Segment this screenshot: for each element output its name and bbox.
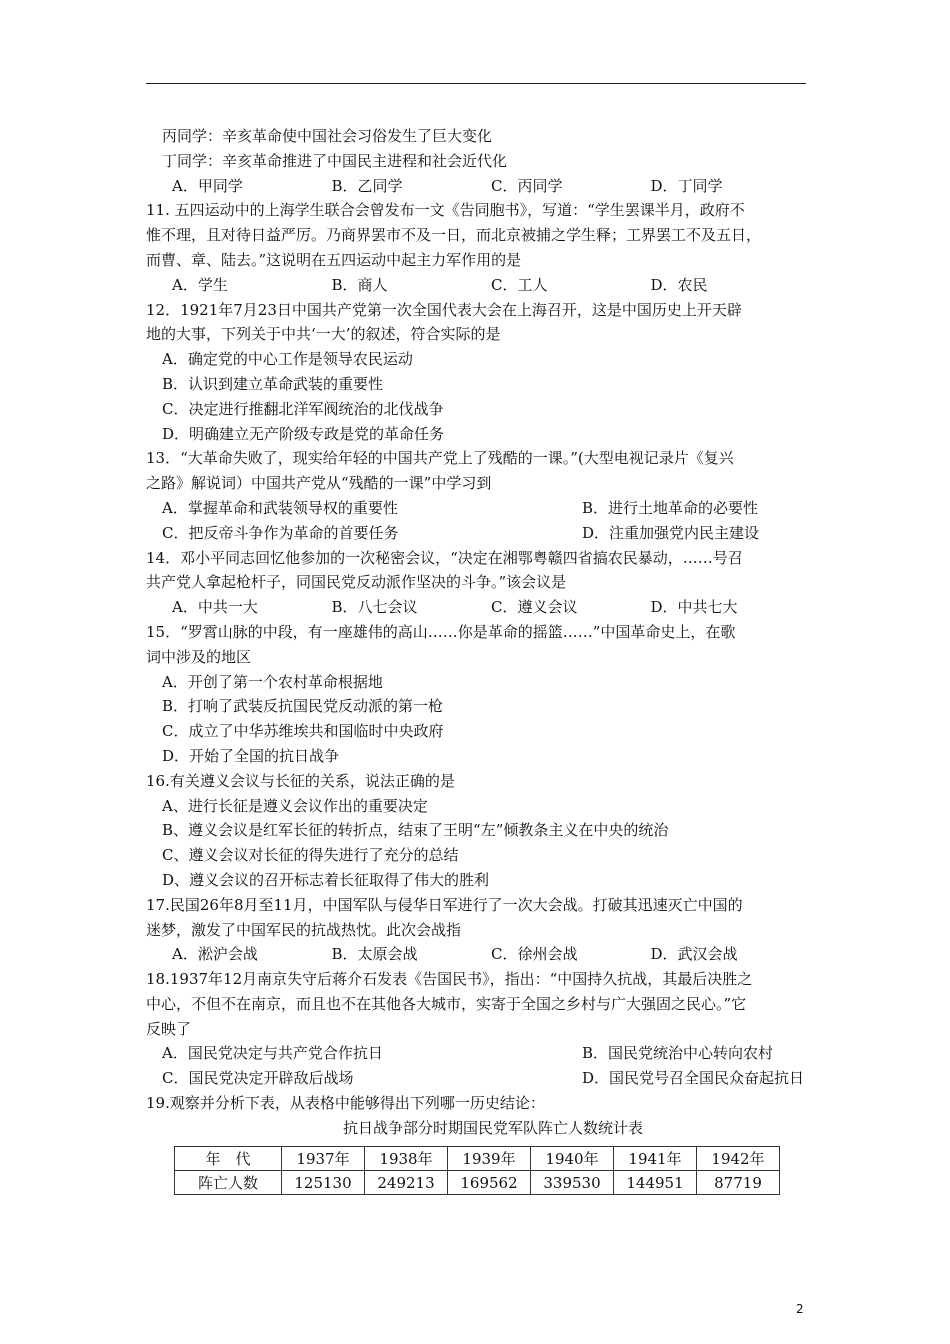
year-cell: 1940年: [531, 1147, 614, 1171]
option-c: C．成立了中华苏维埃共和国临时中央政府: [162, 722, 444, 741]
year-cell: 1942年: [697, 1147, 780, 1171]
q17-options: [146, 942, 810, 967]
option-c: C．决定进行推翻北洋军阀统治的北伐战争: [162, 399, 444, 418]
option-b: B．国民党统治中心转向农村: [582, 1044, 774, 1063]
year-cell: 1939年: [448, 1147, 531, 1171]
question-12: 12．1921年7月23日中国共产党第一次全国代表大会在上海召开，这是中国历史上开天辟: [146, 300, 742, 319]
table-row: [175, 1171, 780, 1195]
header-cell: 年 代: [175, 1147, 282, 1171]
option-c: C．遵义会议: [491, 598, 578, 617]
text-line: 惟不理，且对待日益严厉。乃商界罢市不及一日，而北京被捕之学生释；工界罢工不及五日，: [146, 226, 762, 245]
q10-options: [146, 174, 810, 199]
option-c: C．工人: [491, 275, 548, 294]
year-cell: 1937年: [282, 1147, 365, 1171]
option-a: A．掌握革命和武装领导权的重要性: [162, 498, 398, 517]
question-11: 11. 五四运动中的上海学生联合会曾发布一文《告同胞书》，写道：“学生罢课半月，政府不: [146, 201, 745, 220]
page-number: 2: [796, 1302, 804, 1316]
question-18: 18.1937年12月南京失守后蒋介石发表《告国民书》，指出：“中国持久抗战，其最后决胜之: [146, 970, 753, 989]
year-cell: 1938年: [365, 1147, 448, 1171]
q14-options: [146, 595, 810, 620]
option-d: D．武汉会战: [650, 945, 738, 964]
header-rule: [146, 83, 806, 84]
value-cell: 169562: [448, 1171, 531, 1195]
text-line: 丙同学：辛亥革命使中国社会习俗发生了巨大变化: [162, 127, 493, 145]
question-14: 14．邓小平同志回忆他参加的一次秘密会议，“决定在湘鄂粤赣四省搞农民暴动，……号召: [146, 548, 743, 567]
text-line: 之路》解说词）中国共产党从“残酷的一课”中学习到: [146, 474, 492, 493]
option-a: A、进行长征是遵义会议作出的重要决定: [162, 796, 428, 815]
option-a: A．淞沪会战: [172, 945, 258, 964]
option-a: A．国民党决定与共产党合作抗日: [162, 1044, 383, 1063]
option-d: D．农民: [650, 275, 708, 294]
option-b: B．认识到建立革命武装的重要性: [162, 374, 384, 393]
q18-options-row2: [146, 1066, 810, 1091]
q18-options-row1: [146, 1041, 810, 1066]
option-d: D．注重加强党内民主建设: [582, 523, 760, 542]
option-a: A．中共一大: [172, 598, 258, 617]
option-c: C、遵义会议对长征的得失进行了充分的总结: [162, 846, 459, 865]
q13-options-row1: [146, 496, 810, 521]
option-a: A．开创了第一个农村革命根据地: [162, 672, 383, 691]
text-line: 地的大事，下列关于中共‘一大’的叙述，符合实际的是: [146, 325, 501, 344]
q11-options: [146, 273, 810, 298]
question-17: 17.民国26年8月至11月，中国军队与侵华日军进行了一次大会战。打破其迅速灭亡中国的: [146, 895, 743, 914]
value-cell: 339530: [531, 1171, 614, 1195]
question-16: 16.有关遵义会议与长征的关系，说法正确的是: [146, 771, 455, 790]
option-a: A．甲同学: [172, 176, 243, 195]
casualty-table: [174, 1146, 780, 1195]
value-cell: 87719: [697, 1171, 780, 1195]
text-line: 反映了: [146, 1019, 192, 1038]
option-c: C．徐州会战: [491, 945, 578, 964]
year-cell: 1941年: [614, 1147, 697, 1171]
option-c: C．把反帝斗争作为革命的首要任务: [162, 523, 399, 542]
text-line: 而曹、章、陆去。”这说明在五四运动中起主力军作用的是: [146, 250, 522, 269]
text-line: 词中涉及的地区: [146, 647, 252, 666]
text-line: 丁同学：辛亥革命推进了中国民主进程和社会近代化: [162, 151, 508, 170]
option-d: D、遵义会议的召开标志着长征取得了伟大的胜利: [162, 870, 490, 889]
option-a: A．学生: [172, 275, 228, 294]
option-b: B．进行土地革命的必要性: [582, 498, 759, 517]
option-b: B．八七会议: [331, 598, 418, 617]
option-a: A．确定党的中心工作是领导农民运动: [162, 350, 413, 369]
text-line: 迷梦，激发了中国军民的抗战热忱。此次会战指: [146, 920, 462, 939]
table-title: 抗日战争部分时期国民党军队阵亡人数统计表: [342, 1118, 643, 1137]
option-c: C．丙同学: [491, 176, 563, 195]
option-d: D．明确建立无产阶级专政是党的革命任务: [162, 424, 445, 443]
option-b: B．太原会战: [331, 945, 418, 964]
exam-text: [146, 124, 810, 1141]
option-c: C．国民党决定开辟敌后战场: [162, 1069, 354, 1088]
option-b: B．商人: [331, 275, 388, 294]
option-b: B．乙同学: [331, 176, 403, 195]
option-b: B．打响了武装反抗国民党反动派的第一枪: [162, 697, 444, 716]
value-cell: 125130: [282, 1171, 365, 1195]
option-d: D．中共七大: [650, 598, 738, 617]
option-d: D．开始了全国的抗日战争: [162, 746, 340, 765]
question-15: 15．“罗霄山脉的中段，有一座雄伟的高山……你是革命的摇篮……”中国革命史上，在歌: [146, 622, 736, 641]
text-line: 共产党人拿起枪杆子，同国民党反动派作坚决的斗争。”该会议是: [146, 573, 567, 592]
option-d: D．丁同学: [650, 176, 723, 195]
table-row: [175, 1147, 780, 1171]
value-cell: 144951: [614, 1171, 697, 1195]
row-label-cell: 阵亡人数: [175, 1171, 282, 1195]
question-19: 19.观察并分析下表，从表格中能够得出下列哪一历史结论：: [146, 1094, 545, 1113]
question-13: 13．“大革命失败了，现实给年轻的中国共产党上了残酷的一课。”(大型电视记录片《复兴: [146, 449, 734, 468]
q13-options-row2: [146, 521, 810, 546]
option-d: D．国民党号召全国民众奋起抗日: [582, 1069, 805, 1088]
text-line: 中心，不但不在南京，而且也不在其他各大城市，实寄于全国之乡村与广大强固之民心。”它: [146, 994, 747, 1013]
option-b: B、遵义会议是红军长征的转折点，结束了王明“左”倾教条主义在中央的统治: [162, 821, 669, 840]
value-cell: 249213: [365, 1171, 448, 1195]
